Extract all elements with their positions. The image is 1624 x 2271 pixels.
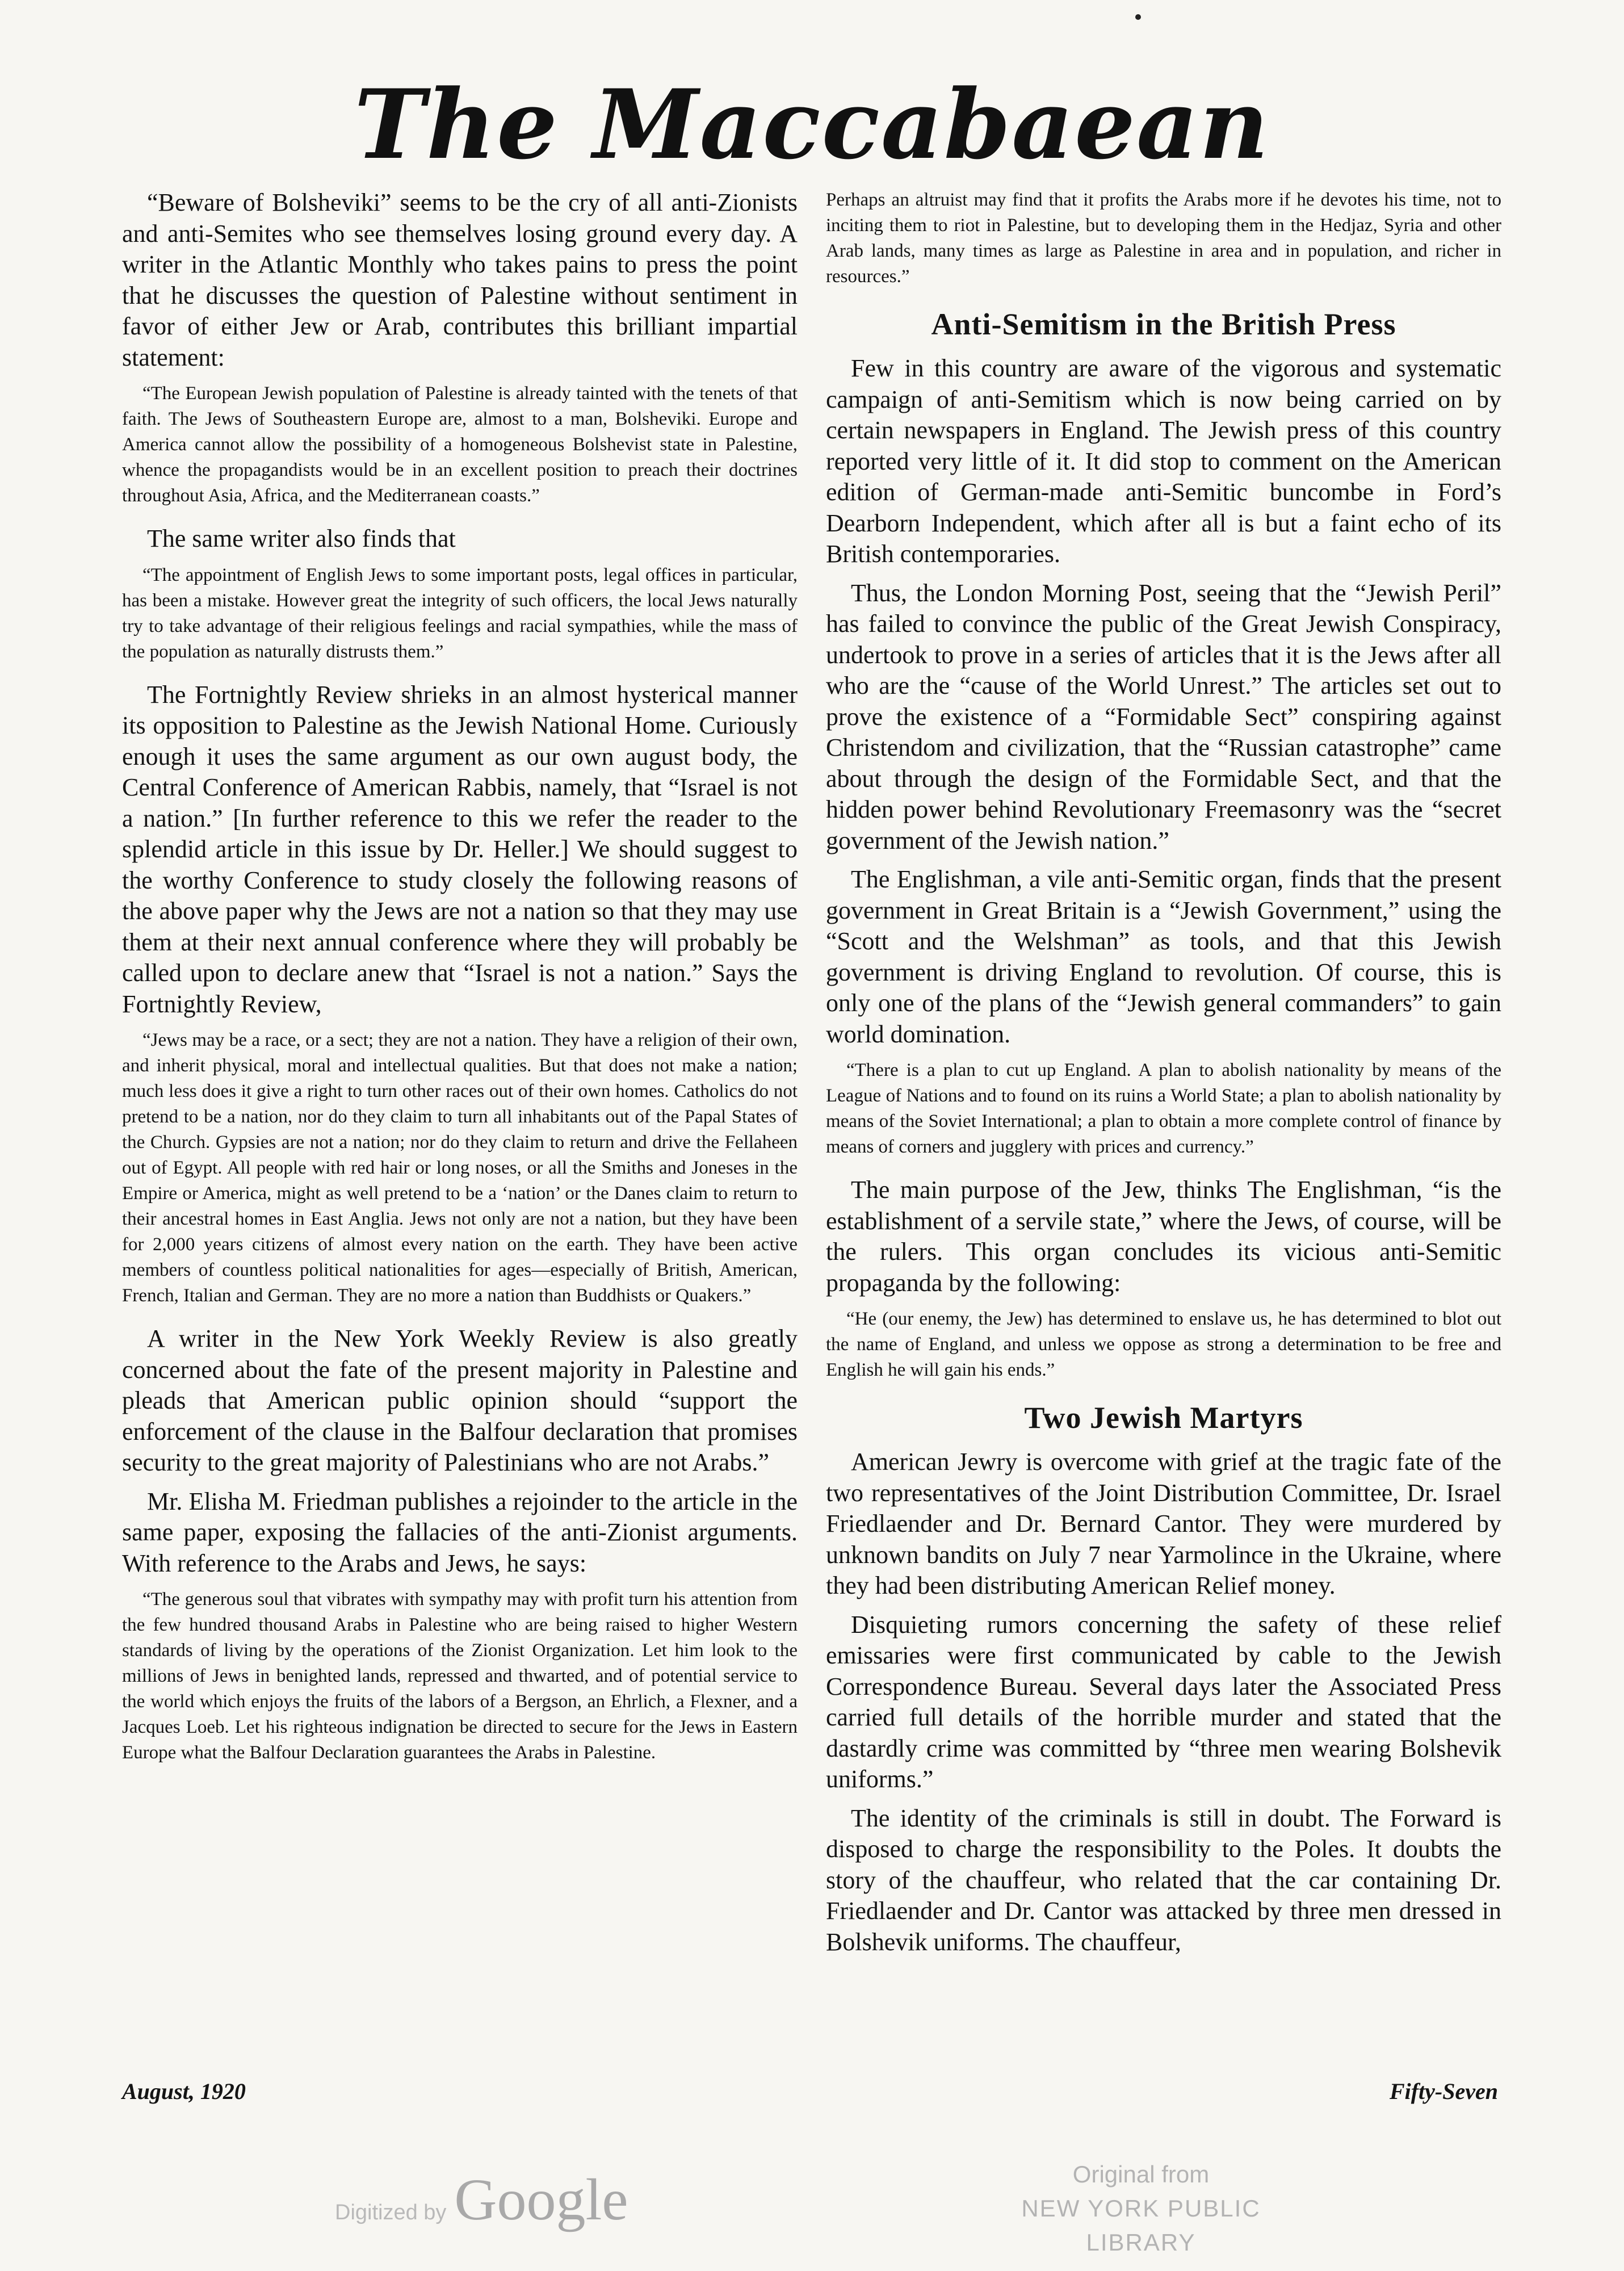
body-paragraph: Disquieting rumors concerning the safety of these relief emissaries were first communicated by cable to the Jewish Correspondence Bureau. Several days later the Associated Press carried full details of the horrible murder and stated that the dastardly crime was committed by “three men wearing Bolshevik uniforms.” [826, 1610, 1501, 1793]
section-heading: Anti-Semitism in the British Press [931, 307, 1396, 341]
block-quote: “He (our enemy, the Jew) has determined to enslave us, he has determined to blot out the name of England, and unless we oppose as strong a determination to be free and English he will gain his ends.” [826, 1309, 1501, 1380]
left-column [122, 187, 798, 2050]
body-paragraph: Few in this country are aware of the vigorous and systematic campaign of anti-Semitism which is now being carried on by certain newspapers in England. The Jewish press of this country reported very little of it. It did stop to comment on the American edition of German-made anti-Semitic buncombe in Ford’s Dearborn Independent, which after all is but a faint echo of its British contemporaries. [826, 354, 1501, 568]
body-paragraph: A writer in the New York Weekly Review is also greatly concerned about the fate of the present majority in Palestine and pleads that American public opinion should “support the enforcement of the clause in the Balfour declaration that promises security to the great majority of Palestinians who are not Arabs.” [122, 1325, 798, 1476]
block-quote: “There is a plan to cut up England. A plan to abolish nationality by means of the League of Nations and to found on its ruins a World State; a plan to abolish nationality by means of the Soviet International; a plan to obtain a more complete control of finance by means of corners and jugglery with prices and currency.” [826, 1060, 1501, 1157]
block-quote: “The appointment of English Jews to some important posts, legal offices in particular, has been a mistake. However great the integrity of such officers, the local Jews naturally try to take advantage of their religious feelings and racial sympathies, while the mass of the population as naturally distrusts them.” [122, 564, 798, 662]
body-paragraph: American Jewry is overcome with grief at the tragic fate of the two representatives of the Joint Distribution Committee, Dr. Israel Friedlaender and Dr. Bernard Cantor. They were murdered by unknown bandits on July 7 near Yarmolince in the Ukraine, where they had been distributing American Relief money. [826, 1448, 1501, 1599]
footer-date: August, 1920 [122, 2079, 246, 2104]
original-from-label: Original from [1072, 2161, 1210, 2188]
body-paragraph: The identity of the criminals is still in doubt. The Forward is disposed to charge the responsibility to the Poles. It doubts the story of the chauffeur, who related that the car containing Dr. Friedlaender and Dr. Cantor was attacked by three men dressed in Bolshevik uniforms. The chauffeur, [826, 1804, 1501, 1956]
block-quote: “The European Jewish population of Palestine is already tainted with the tenets of that faith. The Jews of Southeastern Europe are, almost to a man, Bolsheviki. Europe and America cannot allow the possibility of a homogeneous Bolshevist state in Palestine, whence the propagandists would be in an excellent position to preach their doctrines throughout Asia, Africa, and the Mediterranean coasts.” [122, 383, 798, 506]
body-paragraph: The main purpose of the Jew, thinks The Englishman, “is the establishment of a servile state,” where the Jews, of course, will be the rulers. This organ concludes its vicious anti-Semitic propaganda by the following: [826, 1176, 1501, 1297]
masthead-title: The Maccabaean [354, 68, 1270, 181]
block-quote: “Jews may be a race, or a sect; they are not a nation. They have a religion of their own, and inherit physical, moral and intellectual qualities. But that does not make a nation; much less does it give a right to turn other races out of their own homes. Catholics do not pretend to be a nation, nor do they claim to turn all inhabitants out of the Papal States of the Church. Gypsies are not a nation; nor do they claim to return and drive the Fellaheen out of Egypt. All people with red hair or long noses, or all the Smiths and Joneses in the Empire or America, might as well pretend to be a ‘nation’ or the Danes claim to return to their ancestral homes in East Anglia. Jews not only are not a nation, but they have been for 2,000 years citizens of almost every nation on the earth. They have been active members of countless political nationalities for ages—especially of British, American, French, Italian and German. They are no more a nation than Buddhists or Quakers.” [122, 1030, 798, 1306]
right-column [826, 187, 1501, 2050]
block-quote: “The generous soul that vibrates with sympathy may with profit turn his attention from the few hundred thousand Arabs in Palestine who are being raised to higher Western standards of living by the operations of the Zionist Organization. Let him look to the millions of Jews in benighted lands, repressed and thwarted, and of potential service to the world which enjoys the fruits of the labors of a Bergson, an Ehrlich, a Flexner, and a Jacques Loeb. Let his righteous indignation be directed to secure for the Jews in Eastern Europe what the Balfour Declaration guarantees the Arabs in Palestine. [122, 1589, 798, 1763]
masthead [0, 68, 1624, 182]
body-paragraph: The Fortnightly Review shrieks in an almost hysterical manner its opposition to Palestine as the Jewish National Home. Curiously enough it uses the same argument as our own august body, the Central Conference of American Rabbis, namely, that “Israel is not a nation.” [In further reference to this we refer the reader to the splendid article in this issue by Dr. Heller.] We should suggest to the worthy Conference to study closely the following reasons of the above paper why the Jews are not a nation so that they may use them at their next annual conference where they will probably be called upon to declare anew that “Israel is not a nation.” Says the Fortnightly Review, [122, 680, 798, 1018]
digitized-by-label: Digitized by [335, 2201, 447, 2224]
body-paragraph: “Beware of Bolsheviki” seems to be the cry of all anti-Zionists and anti-Semites who see themselves losing ground every day. A writer in the Atlantic Monthly who takes pains to press the point that he discusses the question of Palestine without sentiment in favor of either Jew or Arab, contributes this brilliant impartial statement: [122, 188, 798, 371]
body-paragraph: Thus, the London Morning Post, seeing that the “Jewish Peril” has failed to convince the public of the Great Jewish Conspiracy, undertook to prove in a series of articles that it is the Jews after all who are the “cause of the World Unrest.” The articles set out to prove the existence of a “Formidable Sect” conspiring against Christendom and civilization, that the “Russian catastrophe” came about through the design of the Formidable Sect, and that the hidden power behind Revolutionary Freemasonry was the “secret government of the Jewish nation.” [826, 579, 1501, 854]
section-heading: Two Jewish Martyrs [1024, 1401, 1303, 1435]
block-quote-continued: Perhaps an altruist may find that it profits the Arabs more if he devotes his time, not to inciting them to riot in Palestine, but to developing them in the Hedjaz, Syria and other Arab lands, many times as large as Palestine in area and in population, and richer in resources.” [826, 190, 1501, 287]
ink-dot [1135, 14, 1141, 20]
body-paragraph: The Englishman, a vile anti-Semitic organ, finds that the present government in Great Britain is a “Jewish Government,” using the “Scott and the Welshman” as tools, and that this Jewish government is driving England to revolution. Of course, this is only one of the plans of the “Jewish general commanders” to gain world domination. [826, 865, 1501, 1048]
digitized-by-watermark [335, 2166, 628, 2234]
google-logo: Google [454, 2167, 628, 2232]
origin-watermark [971, 2157, 1311, 2260]
body-paragraph: The same writer also finds that [147, 525, 456, 552]
footer-page-number: Fifty-Seven [1389, 2079, 1498, 2104]
body-paragraph: Mr. Elisha M. Friedman publishes a rejoinder to the article in the same paper, exposing the fallacies of the anti-Zionist arguments. With reference to the Arabs and Jews, he says: [122, 1487, 798, 1577]
library-name: NEW YORK PUBLIC LIBRARY [1021, 2195, 1261, 2256]
